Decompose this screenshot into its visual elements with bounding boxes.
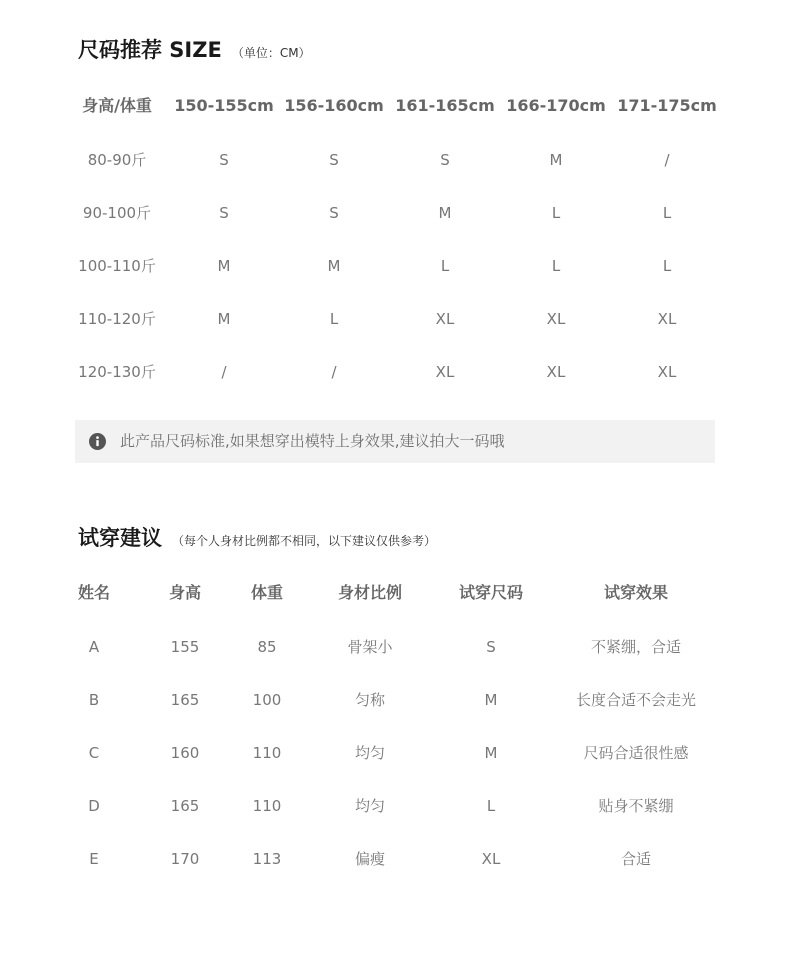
size-table-cell: / (331, 363, 337, 381)
size-table-cell: 120-130斤 (78, 363, 156, 381)
size-table-cell: M (217, 310, 231, 328)
trial-table-cell: B (88, 691, 100, 709)
size-table-cell: S (219, 151, 229, 169)
size-table-cell: L (440, 257, 450, 275)
size-table-row (0, 304, 790, 334)
trial-table-cell: 110 (252, 797, 282, 815)
size-table-cell: L (551, 257, 561, 275)
trial-table-cell: 均匀 (354, 797, 386, 815)
trial-table-cell: M (484, 691, 498, 709)
size-table-cell: XL (435, 310, 455, 328)
size-table-header-row (0, 91, 790, 121)
trial-table-cell: 不紧绷，合适 (590, 638, 682, 656)
size-table-cell: S (219, 204, 229, 222)
trial-table-cell: S (486, 638, 496, 656)
size-table-cell: XL (546, 310, 566, 328)
size-table-cell: L (329, 310, 339, 328)
size-table-cell: M (217, 257, 231, 275)
trial-table-row (0, 632, 790, 662)
trial-table-cell: 贴身不紧绷 (598, 797, 674, 815)
trial-table-cell: 85 (257, 638, 277, 656)
size-table-cell: 90-100斤 (82, 204, 152, 222)
size-table-cell: S (329, 204, 339, 222)
trial-table-header-cell: 试穿尺码 (458, 583, 524, 602)
trial-table-header-cell: 姓名 (77, 583, 111, 602)
size-table-cell: M (438, 204, 452, 222)
size-table-cell: / (221, 363, 227, 381)
trial-table-cell: C (88, 744, 100, 762)
size-unit-note: （单位：CM） (231, 46, 311, 60)
trial-table-cell: 160 (170, 744, 200, 762)
trial-table-row (0, 844, 790, 874)
trial-table-cell: 尺码合适很性感 (583, 744, 689, 762)
trial-table-cell: 113 (252, 850, 282, 868)
size-table-cell: XL (657, 310, 677, 328)
trial-table-cell: 165 (170, 797, 200, 815)
trial-table-cell: 155 (170, 638, 200, 656)
size-table-header-cell: 150-155cm (174, 96, 274, 115)
trial-table-cell: 偏瘦 (354, 850, 386, 868)
size-table-header-cell: 166-170cm (506, 96, 606, 115)
size-table-cell: M (549, 151, 563, 169)
size-table-header-cell: 身高/体重 (82, 96, 152, 115)
size-table-cell: M (327, 257, 341, 275)
trial-table-cell: 匀称 (354, 691, 386, 709)
trial-table-header-row (0, 578, 790, 608)
size-table-cell: L (662, 257, 672, 275)
size-tip-banner (75, 420, 715, 463)
trial-table-cell: 170 (170, 850, 200, 868)
size-table-cell: 110-120斤 (78, 310, 156, 328)
trial-table-cell: 长度合适不会走光 (575, 691, 697, 709)
tip-text: 此产品尺码标准,如果想穿出模特上身效果,建议拍大一码哦 (120, 432, 505, 450)
trial-table-row (0, 738, 790, 768)
size-table-row (0, 251, 790, 281)
size-table-row (0, 198, 790, 228)
trial-table-cell: A (88, 638, 100, 656)
size-table-header-cell: 156-160cm (284, 96, 384, 115)
size-table-cell: L (662, 204, 672, 222)
size-table-cell: S (329, 151, 339, 169)
trial-table-cell: 165 (170, 691, 200, 709)
info-icon (89, 433, 106, 450)
trial-table-header-cell: 体重 (250, 583, 284, 602)
trial-section-heading (78, 522, 436, 552)
size-table-header-cell: 171-175cm (617, 96, 717, 115)
size-table-cell: S (440, 151, 450, 169)
trial-table-header-cell: 身材比例 (337, 583, 403, 602)
size-table-cell: 100-110斤 (78, 257, 156, 275)
size-table-cell: / (664, 151, 670, 169)
size-table-cell: L (551, 204, 561, 222)
trial-table-cell: D (88, 797, 100, 815)
trial-table-row (0, 685, 790, 715)
trial-table-cell: 均匀 (354, 744, 386, 762)
size-table-row (0, 357, 790, 387)
trial-table-cell: 骨架小 (347, 638, 393, 656)
trial-table-cell: 合适 (620, 850, 652, 868)
size-section-title: 尺码推荐 SIZE (78, 38, 222, 62)
size-table-header-cell: 161-165cm (395, 96, 495, 115)
trial-table-cell: M (484, 744, 498, 762)
trial-section-note: （每个人身材比例都不相同，以下建议仅供参考） (172, 534, 437, 548)
size-table-cell: 80-90斤 (87, 151, 147, 169)
trial-section-title: 试穿建议 (78, 526, 162, 550)
trial-table-row (0, 791, 790, 821)
trial-table-header-cell: 试穿效果 (603, 583, 669, 602)
size-table-cell: XL (435, 363, 455, 381)
trial-table-cell: L (486, 797, 496, 815)
size-table-cell: XL (657, 363, 677, 381)
size-section-heading (78, 34, 311, 64)
trial-table-cell: 110 (252, 744, 282, 762)
trial-table-cell: 100 (252, 691, 282, 709)
trial-table-cell: E (89, 850, 99, 868)
trial-table-header-cell: 身高 (168, 583, 202, 602)
trial-table-cell: XL (481, 850, 501, 868)
size-table-cell: XL (546, 363, 566, 381)
size-table-row (0, 145, 790, 175)
